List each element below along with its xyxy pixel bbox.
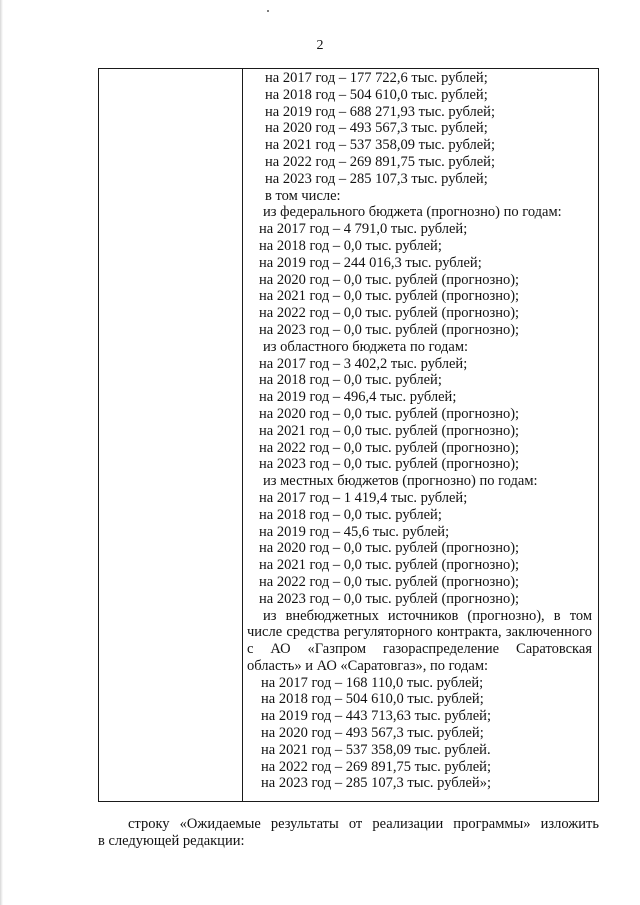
extrabudget-heading-line-3: с АО «Газпром газораспределение Саратовская bbox=[247, 641, 592, 658]
including-label: в том числе: bbox=[265, 187, 341, 204]
regional-line-2021: на 2021 год – 0,0 тыс. рублей (прогнозно); bbox=[259, 422, 520, 439]
total-line-2023: на 2023 год – 285 107,3 тыс. рублей; bbox=[265, 170, 488, 187]
federal-line-2019: на 2019 год – 244 016,3 тыс. рублей; bbox=[259, 254, 482, 271]
extrabudget-line-2023: на 2023 год – 285 107,3 тыс. рублей»; bbox=[261, 775, 491, 792]
extrabudget-heading-line-1: из внебюджетных источников (прогнозно), в том bbox=[263, 607, 592, 624]
funding-cell bbox=[247, 70, 592, 792]
extrabudget-heading-line-2: числе средства регуляторного контракта, заключенного bbox=[247, 624, 592, 641]
table-column-divider bbox=[242, 69, 243, 801]
scan-edge-shadow bbox=[0, 0, 3, 905]
total-line-2018: на 2018 год – 504 610,0 тыс. рублей; bbox=[265, 86, 488, 103]
regional-line-2023: на 2023 год – 0,0 тыс. рублей (прогнозно); bbox=[259, 456, 520, 473]
local-line-2023: на 2023 год – 0,0 тыс. рублей (прогнозно); bbox=[259, 590, 520, 607]
local-line-2017: на 2017 год – 1 419,4 тыс. рублей; bbox=[259, 489, 468, 506]
federal-line-2018: на 2018 год – 0,0 тыс. рублей; bbox=[259, 237, 442, 254]
local-heading: из местных бюджетов (прогнозно) по годам: bbox=[263, 473, 538, 490]
closing-line-1: строку «Ожидаемые результаты от реализации программы» изложить bbox=[128, 816, 599, 832]
local-line-2022: на 2022 год – 0,0 тыс. рублей (прогнозно); bbox=[259, 573, 520, 590]
extrabudget-heading-line-4: область» и АО «Саратовгаз», по годам: bbox=[247, 657, 489, 674]
scan-speck bbox=[267, 10, 269, 12]
local-line-2019: на 2019 год – 45,6 тыс. рублей; bbox=[259, 523, 450, 540]
regional-line-2019: на 2019 год – 496,4 тыс. рублей; bbox=[259, 389, 457, 406]
regional-line-2017: на 2017 год – 3 402,2 тыс. рублей; bbox=[259, 355, 468, 372]
extrabudget-line-2022: на 2022 год – 269 891,75 тыс. рублей; bbox=[261, 758, 491, 775]
total-line-2019: на 2019 год – 688 271,93 тыс. рублей; bbox=[265, 103, 495, 120]
extrabudget-line-2017: на 2017 год – 168 110,0 тыс. рублей; bbox=[261, 674, 484, 691]
federal-line-2020: на 2020 год – 0,0 тыс. рублей (прогнозно); bbox=[259, 271, 520, 288]
closing-line-2: в следующей редакции: bbox=[98, 833, 245, 849]
extrabudget-line-2020: на 2020 год – 493 567,3 тыс. рублей; bbox=[261, 725, 484, 742]
federal-line-2022: на 2022 год – 0,0 тыс. рублей (прогнозно); bbox=[259, 305, 520, 322]
program-table bbox=[98, 68, 599, 802]
extrabudget-line-2021: на 2021 год – 537 358,09 тыс. рублей. bbox=[261, 741, 491, 758]
extrabudget-line-2019: на 2019 год – 443 713,63 тыс. рублей; bbox=[261, 708, 491, 725]
total-line-2022: на 2022 год – 269 891,75 тыс. рублей; bbox=[265, 153, 495, 170]
local-line-2018: на 2018 год – 0,0 тыс. рублей; bbox=[259, 506, 442, 523]
regional-heading: из областного бюджета по годам: bbox=[263, 338, 469, 355]
closing-paragraph bbox=[98, 816, 599, 850]
local-line-2020: на 2020 год – 0,0 тыс. рублей (прогнозно); bbox=[259, 540, 520, 557]
federal-line-2017: на 2017 год – 4 791,0 тыс. рублей; bbox=[259, 221, 468, 238]
page-number: 2 bbox=[316, 38, 324, 53]
regional-line-2018: на 2018 год – 0,0 тыс. рублей; bbox=[259, 372, 442, 389]
total-line-2021: на 2021 год – 537 358,09 тыс. рублей; bbox=[265, 137, 495, 154]
federal-line-2021: на 2021 год – 0,0 тыс. рублей (прогнозно); bbox=[259, 288, 520, 305]
regional-line-2022: на 2022 год – 0,0 тыс. рублей (прогнозно); bbox=[259, 439, 520, 456]
local-line-2021: на 2021 год – 0,0 тыс. рублей (прогнозно); bbox=[259, 557, 520, 574]
total-line-2017: на 2017 год – 177 722,6 тыс. рублей; bbox=[265, 70, 488, 86]
federal-line-2023: на 2023 год – 0,0 тыс. рублей (прогнозно); bbox=[259, 321, 520, 338]
federal-heading: из федерального бюджета (прогнозно) по годам: bbox=[263, 204, 562, 221]
regional-line-2020: на 2020 год – 0,0 тыс. рублей (прогнозно); bbox=[259, 405, 520, 422]
total-line-2020: на 2020 год – 493 567,3 тыс. рублей; bbox=[265, 120, 488, 137]
extrabudget-line-2018: на 2018 год – 504 610,0 тыс. рублей; bbox=[261, 691, 484, 708]
